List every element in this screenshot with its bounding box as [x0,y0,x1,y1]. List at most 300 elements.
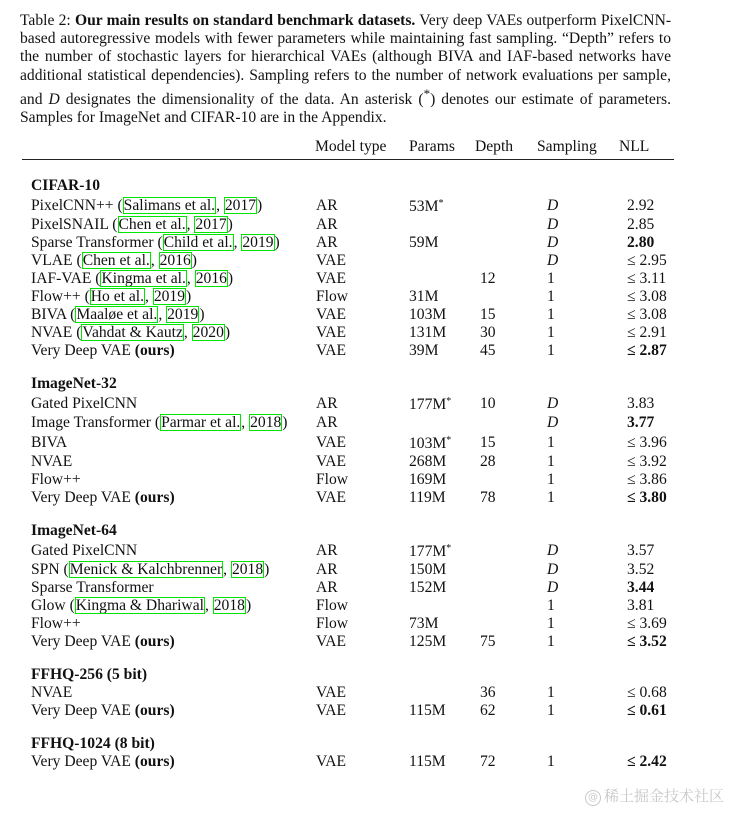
section-title: FFHQ-256 (5 bit) [31,665,148,683]
params-value: 31M [409,288,439,305]
params-cell [409,195,475,216]
sampling-cell: 1 [547,342,555,359]
nll-cell: 2.85 [627,216,655,233]
params-value: 39M [409,342,439,359]
caption-title: Our main results on standard benchmark datasets. [74,12,416,29]
table-row [22,216,674,234]
citation-separator: , [186,216,195,233]
section-title: ImageNet-64 [31,521,117,539]
depth-cell [475,288,537,306]
sampling-cell: D [547,394,559,412]
params-value: 119M [409,489,446,506]
nll-cell: 2.80 [627,234,655,251]
section-spacer [22,651,674,665]
model-type-cell: Flow [316,615,349,632]
nll-cell: ≤ 2.87 [627,342,667,359]
sampling-cell: D [547,196,559,214]
citation-authors-link[interactable]: Menick & Kalchbrenner [69,561,223,578]
table-row [22,702,674,720]
model-name: NVAE [31,453,73,470]
citation-close-paren: ) [282,414,288,431]
model-name: VLAE [31,252,77,269]
sampling-cell: 1 [547,433,555,451]
spacer-cell [22,720,674,734]
params-cell [409,471,475,489]
citation-year-link[interactable]: 2017 [224,196,257,214]
depth-cell: 78 [480,489,496,506]
params-value: 268M [409,453,447,470]
table-row [22,234,674,252]
watermark-text: 稀土掘金技术社区 [603,787,724,805]
citation-year-link[interactable]: 2020 [192,324,224,341]
model-name-cell [22,234,315,252]
model-name: SPN [31,561,64,578]
citation-authors-link[interactable]: Vahdat & Kautz [82,324,183,341]
model-type-cell: VAE [316,633,347,650]
section-title: FFHQ-1024 (8 bit) [31,734,155,752]
model-name-cell [22,471,315,489]
ours-marker: (ours) [134,702,175,719]
citation-authors-link[interactable]: Salimans et al. [123,196,216,214]
sampling-cell: D [547,216,559,233]
params-value: 103M [409,435,447,452]
sampling-cell: 1 [547,471,555,488]
table-row [22,540,674,561]
sampling-cell: 1 [547,453,555,470]
sampling-cell: D [547,541,559,559]
nll-cell: ≤ 3.52 [627,633,667,650]
sampling-cell: 1 [547,324,555,341]
params-asterisk: * [446,435,452,446]
spacer-cell [22,160,674,177]
spacer-cell [22,507,674,521]
nll-cell: ≤ 0.68 [627,684,667,701]
params-asterisk: * [446,543,452,554]
caption-label: Table 2: [20,12,71,29]
citation-authors-link[interactable]: Kingma et al. [101,270,186,287]
model-name-cell [22,288,315,306]
model-name: NVAE [31,324,77,341]
sampling-cell: 1 [547,270,555,287]
model-type-cell: VAE [316,324,347,341]
nll-cell: ≤ 3.69 [627,615,667,632]
model-name-cell [22,306,315,324]
params-cell [409,324,475,342]
params-value: 103M [409,306,447,323]
model-name: BIVA [31,433,68,451]
model-name-cell [22,753,315,771]
params-cell [409,597,475,615]
depth-cell [475,234,537,252]
table-row [22,597,674,615]
nll-cell: ≤ 2.42 [627,753,667,770]
params-cell [409,579,475,597]
citation-open-paren: ( [84,288,90,305]
depth-cell [475,414,537,432]
table-row [22,393,674,414]
nll-cell: 3.83 [627,394,655,412]
table-row [22,288,674,306]
model-name: Glow [31,597,70,614]
sampling-cell: D [547,561,559,578]
model-type-cell: VAE [316,433,347,451]
params-cell [409,216,475,234]
model-name: Very Deep VAE [31,489,135,506]
depth-cell [475,216,537,234]
params-cell [409,234,475,252]
model-name-cell [22,216,315,234]
citation-authors-link[interactable]: Child et al. [163,234,233,251]
params-value: 115M [409,702,446,719]
params-value: 169M [409,471,447,488]
citation-year-link[interactable]: 2017 [195,216,227,233]
model-type-cell: VAE [316,306,347,323]
citation-separator: , [223,561,231,578]
model-name-cell [22,342,315,360]
nll-cell: ≤ 3.96 [627,433,667,451]
header-sampling: Sampling [537,137,619,160]
depth-cell [475,471,537,489]
model-name-cell [22,633,315,651]
depth-cell [475,252,537,270]
table-row [22,753,674,771]
table-row [22,324,674,342]
ours-marker: (ours) [134,633,175,650]
citation-separator: , [216,196,224,214]
params-cell [409,453,475,471]
table-row [22,195,674,216]
citation-close-paren: ) [245,597,252,614]
citation-year-link[interactable]: 2019 [242,234,274,251]
citation-year-link[interactable]: 2019 [153,288,186,305]
params-value: 125M [409,633,447,650]
model-type-cell: Flow [316,471,349,488]
depth-cell [475,579,537,597]
section-spacer [22,160,674,177]
params-cell [409,306,475,324]
params-cell [409,432,475,453]
model-name: Flow++ [31,471,81,488]
depth-cell: 30 [480,324,496,341]
table-row [22,561,674,579]
model-name-cell [22,453,315,471]
citation-close-paren: ) [199,306,205,323]
model-name: Very Deep VAE [31,633,135,650]
model-type-cell: AR [316,196,338,214]
sampling-cell: 1 [547,489,555,506]
caption-d-symbol: D [48,91,60,108]
model-type-cell: VAE [316,270,347,287]
model-type-cell: VAE [316,252,347,269]
citation-separator: , [204,597,213,614]
params-value: 152M [409,579,447,596]
spacer-cell [22,360,674,374]
depth-cell: 28 [480,453,496,470]
citation-authors-link[interactable]: Chen et al. [82,252,150,269]
model-name-cell [22,195,315,216]
table-header-row [22,137,674,160]
depth-cell [475,597,537,615]
caption-body-1: Very deep VAEs outperform PixelCNN-based autoregressive models with fewer parameters while maintaining fast sampling. “Depth” refers to the number of stochastic layers for hierarchical VAEs (although BIVA and IAF-based networks have additional statistical dependencies). Sampling refers to the number of network evaluations per sample, and [20,12,672,108]
sampling-cell: 1 [547,684,555,701]
nll-cell: 3.77 [627,414,655,431]
sampling-cell: 1 [547,753,555,770]
table-caption [20,12,671,127]
model-type-cell: VAE [316,453,347,470]
table-row [22,615,674,633]
table-row [22,432,674,453]
table-row [22,306,674,324]
model-type-cell: Flow [316,597,349,614]
model-name-cell [22,393,315,414]
table-row [22,471,674,489]
model-type-cell: VAE [316,753,347,770]
model-name: Image Transformer [31,414,155,431]
ours-marker: (ours) [134,342,175,359]
header-depth: Depth [475,137,537,160]
citation-open-paren: ( [76,324,82,341]
model-type-cell: VAE [316,489,347,506]
nll-cell: 3.44 [627,579,655,596]
model-type-cell: AR [316,541,338,559]
sampling-cell: 1 [547,597,555,614]
model-name-cell [22,414,315,432]
citation-year-link[interactable]: 2016 [195,270,227,287]
citation-year-link[interactable]: 2019 [167,306,199,323]
section-header-row [22,374,674,393]
depth-cell: 75 [480,633,496,650]
params-cell [409,540,475,561]
model-name: Sparse Transformer [31,234,158,251]
citation-close-paren: ) [191,252,197,269]
model-name-cell [22,540,315,561]
model-name-cell [22,684,315,702]
ours-marker: (ours) [134,753,175,770]
citation-year-link[interactable]: 2018 [231,561,264,578]
model-name-cell [22,324,315,342]
params-value: 115M [409,753,446,770]
params-cell [409,288,475,306]
citation-authors-link[interactable]: Ho et al. [90,288,145,305]
sampling-cell: 1 [547,615,555,632]
params-value: 59M [409,234,439,251]
section-spacer [22,360,674,374]
citation-open-paren: ( [69,597,75,614]
params-cell [409,561,475,579]
params-value: 73M [409,615,439,632]
header-model [22,137,315,160]
model-type-cell: AR [316,414,338,431]
nll-cell: ≤ 3.11 [627,270,667,287]
model-name: IAF-VAE [31,270,96,287]
section-header-row [22,521,674,540]
depth-cell: 62 [480,702,496,719]
model-name-cell [22,432,315,453]
params-asterisk: * [438,198,444,209]
table-body [22,160,674,772]
model-type-cell: VAE [316,342,347,359]
params-value: 150M [409,561,447,578]
model-name: PixelSNAIL [31,216,113,233]
params-cell [409,633,475,651]
depth-cell: 15 [480,306,496,323]
nll-cell: ≤ 2.91 [627,324,667,341]
params-cell [409,342,475,360]
citation-open-paren: ( [117,196,123,214]
section-header-row [22,665,674,684]
table-row [22,453,674,471]
table-row [22,633,674,651]
model-name: NVAE [31,684,73,701]
nll-cell: ≤ 3.08 [627,306,667,323]
citation-separator: , [145,288,153,305]
model-name: Gated PixelCNN [31,541,138,559]
params-cell [409,393,475,414]
citation-authors-link[interactable]: Chen et al. [118,216,186,233]
citation-year-link[interactable]: 2016 [159,252,191,269]
nll-cell: ≤ 3.08 [627,288,667,305]
model-name-cell [22,252,315,270]
citation-separator: , [158,306,167,323]
citation-close-paren: ) [264,561,270,578]
params-cell [409,414,475,432]
section-spacer [22,720,674,734]
depth-cell [475,540,537,561]
caption-body-3: ) denotes our estimate of parameters. Samples for ImageNet and CIFAR-10 are in the Appendix. [20,91,671,127]
nll-cell: ≤ 0.61 [627,702,667,719]
citation-separator: , [183,324,192,341]
model-type-cell: VAE [316,702,347,719]
depth-cell: 72 [480,753,496,770]
sampling-cell: D [547,579,559,596]
params-cell [409,252,475,270]
model-name: Very Deep VAE [31,753,135,770]
watermark [585,785,724,806]
table-row [22,579,674,597]
model-name: Sparse Transformer [31,579,154,596]
params-value: 131M [409,324,447,341]
model-type-cell: AR [316,579,338,596]
params-asterisk: * [446,396,452,407]
sampling-cell: 1 [547,702,555,719]
depth-cell: 12 [480,270,496,287]
citation-authors-link[interactable]: Maaløe et al. [76,306,158,323]
model-name: Flow++ [31,615,81,632]
model-type-cell: AR [316,234,338,251]
table-row [22,342,674,360]
citation-separator: , [233,234,242,251]
model-name-cell [22,702,315,720]
sampling-cell: D [547,414,559,431]
watermark-logo-icon: @ [585,790,601,806]
depth-cell: 10 [480,394,496,412]
nll-cell: 3.81 [627,597,655,614]
citation-open-paren: ( [95,270,101,287]
depth-cell: 15 [480,433,496,451]
results-table-container [22,137,674,771]
model-name: BIVA [31,306,71,323]
citation-open-paren: ( [154,414,161,431]
model-type-cell: Flow [316,288,349,305]
model-type-cell: VAE [316,684,347,701]
citation-open-paren: ( [63,561,69,578]
model-name-cell [22,561,315,579]
citation-separator: , [241,414,250,431]
section-title: ImageNet-32 [31,374,117,392]
model-name: PixelCNN++ [31,196,118,214]
depth-cell: 45 [480,342,496,359]
params-value: 177M [409,543,447,560]
section-spacer [22,507,674,521]
table-row [22,270,674,288]
table-row [22,489,674,507]
model-name: Gated PixelCNN [31,394,138,412]
citation-separator: , [150,252,159,269]
caption-asterisk: * [423,85,431,101]
nll-cell: 3.57 [627,541,655,559]
citation-year-link[interactable]: 2018 [213,597,245,614]
citation-open-paren: ( [70,306,76,323]
nll-cell: 3.52 [627,561,655,578]
sampling-cell: D [547,252,559,269]
depth-cell [475,561,537,579]
nll-cell: ≤ 3.80 [627,489,667,506]
header-model-type: Model type [315,137,409,160]
header-nll: NLL [619,137,674,160]
header-params: Params [409,137,475,160]
citation-open-paren: ( [76,252,82,269]
spacer-cell [22,651,674,665]
sampling-cell: 1 [547,288,555,305]
model-name-cell [22,270,315,288]
nll-cell: ≤ 3.86 [627,471,667,488]
table-row [22,684,674,702]
table-row [22,414,674,432]
section-header-row [22,176,674,195]
model-name: Flow++ [31,288,85,305]
params-cell [409,684,475,702]
nll-cell: ≤ 3.92 [627,453,667,470]
ours-marker: (ours) [134,489,175,506]
depth-cell [475,195,537,216]
citation-close-paren: ) [227,270,234,287]
model-type-cell: AR [316,394,338,412]
model-name: Very Deep VAE [31,702,135,719]
caption-body-2: designates the dimensionality of the data. An asterisk ( [59,91,424,108]
model-type-cell: AR [316,561,338,578]
sampling-cell: 1 [547,306,555,323]
params-cell [409,270,475,288]
params-cell [409,702,475,720]
citation-close-paren: ) [274,234,280,251]
table-row [22,252,674,270]
citation-open-paren: ( [112,216,118,233]
section-header-row [22,734,674,753]
citation-authors-link[interactable]: Kingma & Dhariwal [75,597,204,614]
params-cell [409,615,475,633]
citation-authors-link[interactable]: Parmar et al. [161,414,241,431]
model-name-cell [22,597,315,615]
depth-cell [475,615,537,633]
model-name-cell [22,489,315,507]
model-name-cell [22,615,315,633]
results-table [22,137,674,771]
citation-year-link[interactable]: 2018 [250,414,282,431]
model-name: Very Deep VAE [31,342,135,359]
nll-cell: ≤ 2.95 [627,252,667,269]
params-cell [409,753,475,771]
citation-close-paren: ) [227,216,233,233]
